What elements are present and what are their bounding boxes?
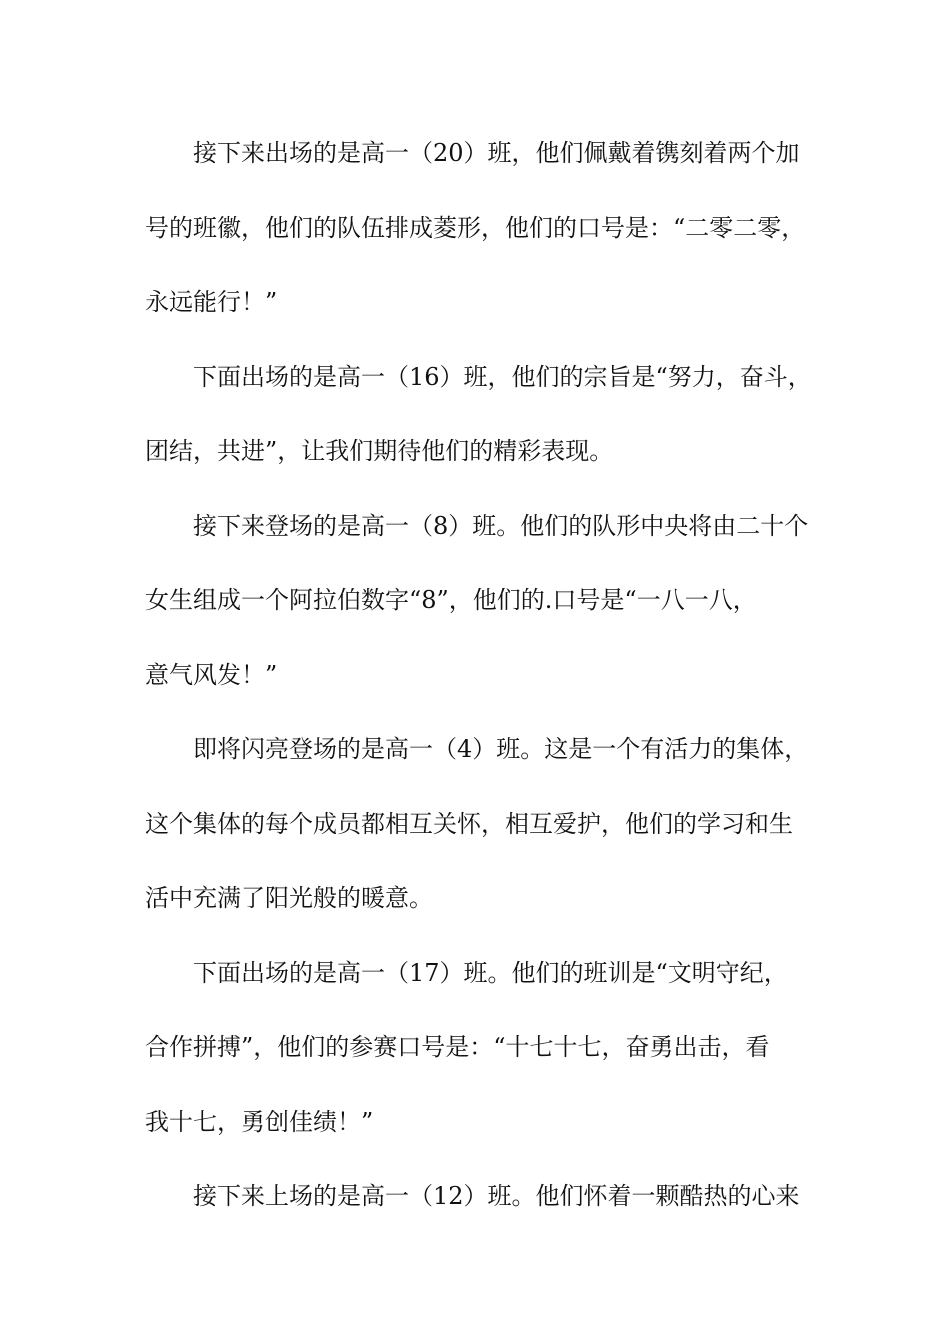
paragraph-line: 女生组成一个阿拉伯数字“8”，他们的.口号是“一八一八，	[145, 586, 757, 614]
paragraph-class-12	[145, 1171, 825, 1246]
paragraph-class-17	[145, 948, 825, 1172]
document-body	[145, 128, 825, 1246]
paragraph-line: 团结，共进”，让我们期待他们的精彩表现。	[145, 437, 614, 465]
paragraph-line: 下面出场的是高一（17）班。他们的班训是“文明守纪，	[193, 958, 788, 987]
paragraph-line: 下面出场的是高一（16）班，他们的宗旨是“努力，奋斗，	[193, 362, 812, 391]
paragraph-line: 永远能行！”	[145, 288, 278, 316]
paragraph-line: 合作拼搏”，他们的参赛口号是：“十七十七，奋勇出击，看	[145, 1033, 770, 1061]
paragraph-class-20	[145, 128, 825, 352]
paragraph-class-16	[145, 352, 825, 501]
paragraph-line: 接下来出场的是高一（20）班，他们佩戴着镌刻着两个加	[193, 139, 800, 167]
paragraph-class-8	[145, 501, 825, 725]
paragraph-class-4	[145, 724, 825, 948]
paragraph-line: 即将闪亮登场的是高一（4）班。这是一个有活力的集体，	[193, 735, 809, 763]
paragraph-line: 意气风发！”	[145, 660, 278, 689]
paragraph-line: 接下来登场的是高一（8）班。他们的队形中央将由二十个	[193, 511, 809, 540]
paragraph-line: 这个集体的每个成员都相互关怀，相互爱护，他们的学习和生	[145, 809, 793, 838]
paragraph-line: 号的班徽，他们的队伍排成菱形，他们的口号是：“二零二零，	[145, 213, 806, 242]
paragraph-line: 活中充满了阳光般的暖意。	[145, 884, 433, 912]
paragraph-line: 接下来上场的是高一（12）班。他们怀着一颗酷热的心来	[193, 1182, 800, 1210]
paragraph-line: 我十七，勇创佳绩！”	[145, 1107, 374, 1136]
